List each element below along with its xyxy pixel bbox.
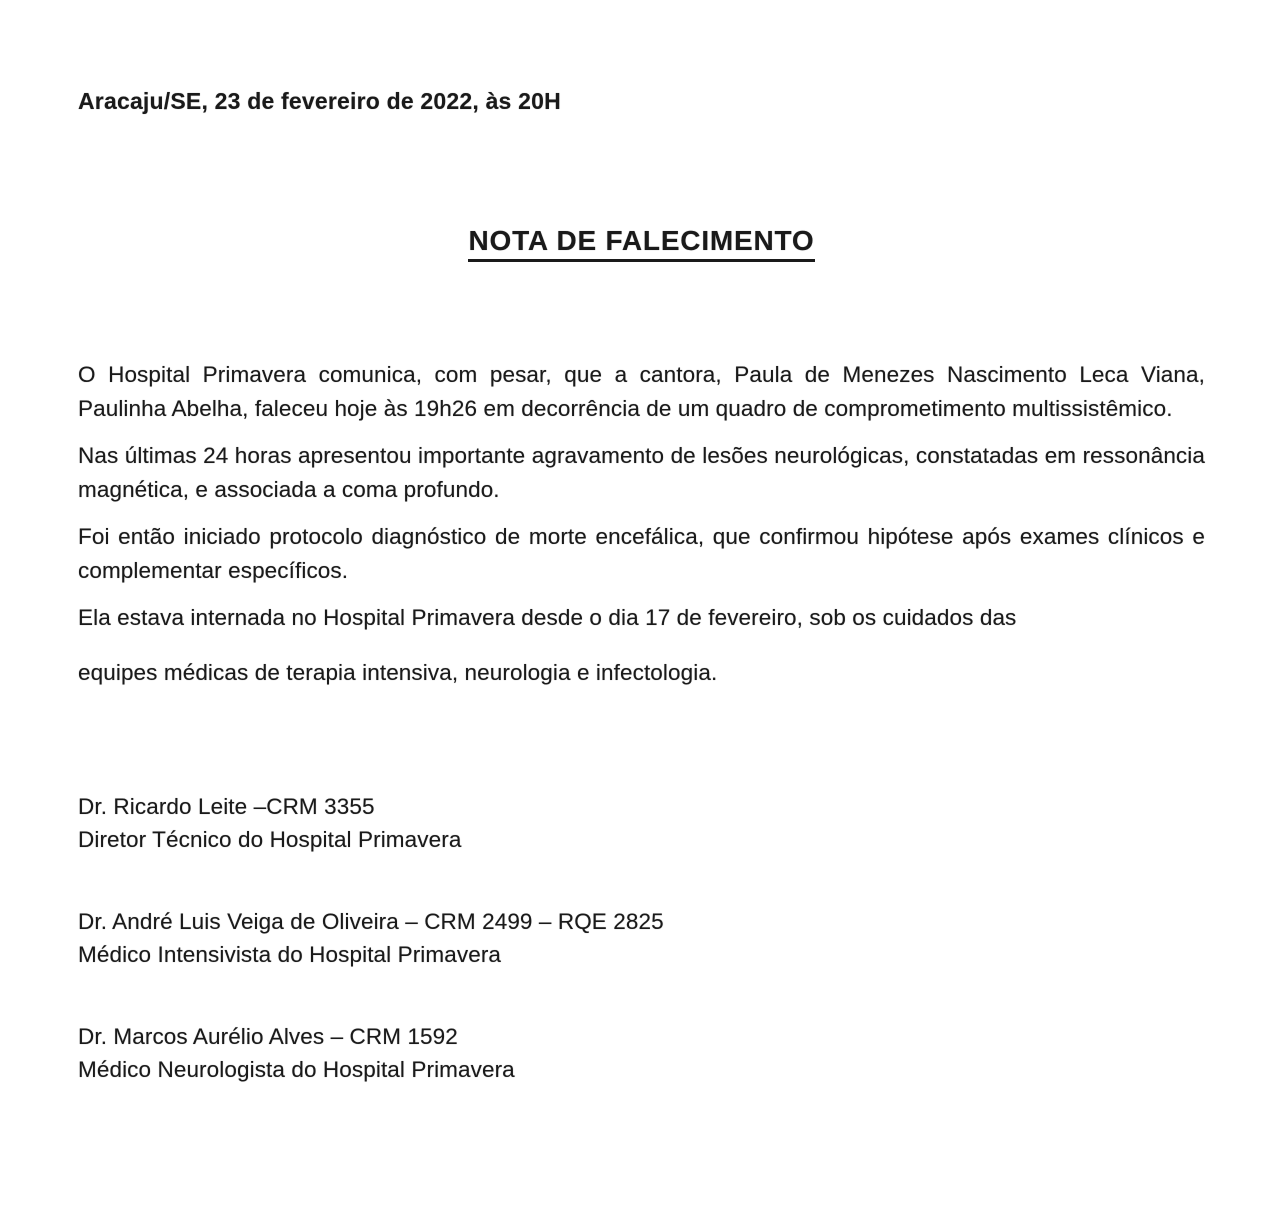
signature-name: Dr. Marcos Aurélio Alves – CRM 1592 [78, 1024, 458, 1049]
signature-block-ricardo-leite [78, 790, 1205, 856]
signature-name: Dr. André Luis Veiga de Oliveira – CRM 2499 – RQE 2825 [78, 909, 664, 934]
document-body [78, 358, 1205, 690]
signature-role: Diretor Técnico do Hospital Primavera [78, 827, 462, 852]
paragraph-protocol: Foi então iniciado protocolo diagnóstico de morte encefálica, que confirmou hipótese após exames clínicos e complementar específicos. [78, 524, 1205, 583]
paragraph-medical-teams: equipes médicas de terapia intensiva, neurologia e infectologia. [78, 660, 718, 685]
document-title-text: NOTA DE FALECIMENTO [468, 225, 814, 262]
signature-role: Médico Neurologista do Hospital Primavera [78, 1057, 515, 1082]
signature-name: Dr. Ricardo Leite –CRM 3355 [78, 794, 375, 819]
paragraph-last-24-hours: Nas últimas 24 horas apresentou importante agravamento de lesões neurológicas, constatadas em ressonância magnética, e associada a coma profundo. [78, 443, 1205, 502]
dateline: Aracaju/SE, 23 de fevereiro de 2022, às 20H [78, 88, 561, 114]
signature-block-marcos-aurelio [78, 1020, 1205, 1086]
signature-block-andre-luis [78, 905, 1205, 971]
paragraph-announcement: O Hospital Primavera comunica, com pesar, que a cantora, Paula de Menezes Nascimento Leca Viana, Paulinha Abelha, faleceu hoje às 19h26 em decorrência de um quadro de comprometimento multissistêmico. [78, 362, 1205, 421]
signature-blocks [78, 790, 1205, 1086]
document-title [78, 225, 1205, 262]
paragraph-hospitalization: Ela estava internada no Hospital Primavera desde o dia 17 de fevereiro, sob os cuidados das [78, 605, 1017, 630]
signature-role: Médico Intensivista do Hospital Primavera [78, 942, 502, 967]
